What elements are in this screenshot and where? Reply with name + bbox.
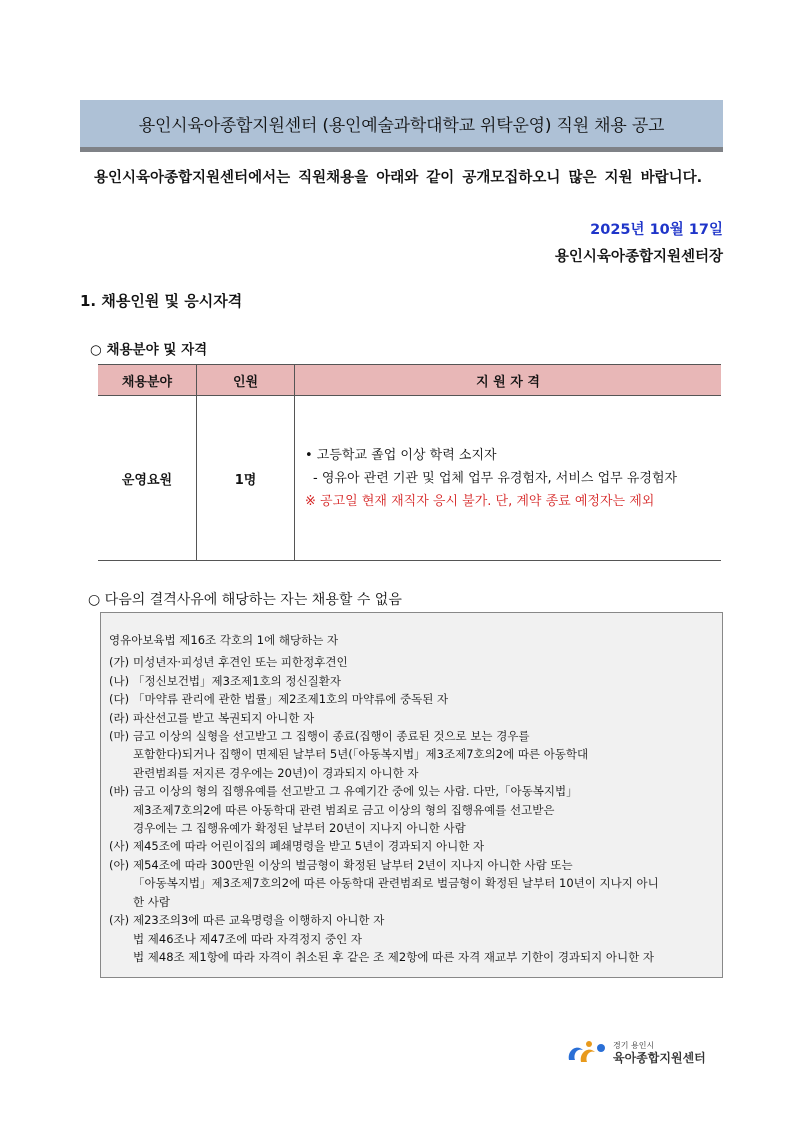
item-label: (아): [109, 857, 130, 872]
item-text: 파산선고를 받고 복권되지 아니한 자: [133, 710, 315, 725]
disqualification-item: [109, 672, 712, 690]
item-text: 「마약류 관리에 관한 법률」제2조제1호의 마약류에 중독된 자: [133, 692, 449, 707]
item-text: 포함한다)되거나 집행이 면제된 날부터 5년(「아동복지법」제3조제7호의2에 따른 아동학대: [133, 747, 589, 762]
cell-field: 운영요원: [98, 396, 197, 561]
disqualification-heading: ○ 다음의 결격사유에 해당하는 자는 채용할 수 없음: [88, 592, 402, 608]
disqualification-item: [109, 709, 712, 727]
item-label: (가): [109, 655, 130, 670]
item-text: 관련범죄를 저지른 경우에는 20년)이 경과되지 아니한 자: [133, 765, 419, 780]
item-text: 제54조에 따라 300만원 이상의 벌금형이 확정된 날부터 2년이 지나지 아니한 사람 또는: [133, 857, 573, 872]
item-text: 미성년자·피성년 후견인 또는 피한정후견인: [133, 655, 348, 670]
disqualification-item: [109, 930, 712, 948]
disqualification-list: [109, 653, 712, 966]
recruitment-table: [98, 364, 721, 561]
item-label: [109, 819, 133, 837]
item-label: [109, 893, 133, 911]
item-label: [109, 948, 133, 966]
item-text: 제3조제7호의2에 따른 아동학대 관련 범죄로 금고 이상의 형의 집행유예를 선고받은: [133, 802, 555, 817]
item-label: (나): [109, 673, 130, 688]
disqualification-item: [109, 893, 712, 911]
qual-note: ※ 공고일 현재 재직자 응시 불가. 단, 계약 종료 예정자는 제외: [305, 493, 655, 509]
cell-count: 1명: [197, 396, 295, 561]
notice-date: 2025년 10월 17일: [590, 222, 723, 238]
item-label: (사): [109, 839, 130, 854]
section-heading: 1. 채용인원 및 응시자격: [80, 292, 243, 310]
notice-title: 용인시육아종합지원센터 (용인예술과학대학교 위탁운영) 직원 채용 공고: [80, 100, 723, 152]
item-label: (자): [109, 913, 130, 928]
logo-text: 육아종합지원센터: [613, 1051, 706, 1065]
disqualification-item: [109, 874, 712, 892]
center-logo: [565, 1038, 706, 1068]
item-text: 제45조에 따라 어린이집의 폐쇄명령을 받고 5년이 경과되지 아니한 자: [133, 839, 485, 854]
item-label: [109, 874, 133, 892]
item-text: 법 제48조 제1항에 따라 자격이 취소된 후 같은 조 제2항에 따른 자격 재교부 기한이 경과되지 아니한 자: [133, 949, 655, 964]
item-label: [109, 930, 133, 948]
item-text: 금고 이상의 실형을 선고받고 그 집행이 종료(집행이 종료된 것으로 보는 경우를: [133, 729, 530, 744]
disqualification-item: [109, 948, 712, 966]
disqualification-item: [109, 745, 712, 763]
disqualification-item: [109, 690, 712, 708]
item-label: [109, 745, 133, 763]
item-label: [109, 801, 133, 819]
item-label: (바): [109, 784, 130, 799]
disqualification-item: [109, 837, 712, 855]
disqualification-item: [109, 727, 712, 745]
logo-subtext: 경기 용인시: [613, 1041, 655, 1050]
item-text: 제23조의3에 따른 교육명령을 이행하지 아니한 자: [133, 913, 385, 928]
disqualification-item: [109, 764, 712, 782]
disqualification-item: [109, 653, 712, 671]
disqualification-item: [109, 856, 712, 874]
item-text: 한 사람: [133, 894, 170, 909]
table-header-row: [98, 365, 721, 396]
item-text: 「정신보건법」제3조제1호의 정신질환자: [133, 673, 341, 688]
disqualification-item: [109, 801, 712, 819]
qual-line: • 고등학교 졸업 이상 학력 소지자: [305, 447, 497, 463]
intro-text: 용인시육아종합지원센터에서는 직원채용을 아래와 같이 공개모집하오니 많은 지원 바랍니다.: [94, 170, 703, 186]
item-text: 법 제46조나 제47조에 따라 자격정지 중인 자: [133, 931, 362, 946]
disqualification-item: [109, 911, 712, 929]
field-heading: ○ 채용분야 및 자격: [90, 342, 208, 358]
item-label: (다): [109, 692, 130, 707]
item-label: (라): [109, 710, 130, 725]
item-label: [109, 764, 133, 782]
table-row: [98, 396, 721, 561]
qual-line: - 영유아 관련 기관 및 업체 업무 유경험자, 서비스 업무 유경험자: [313, 470, 678, 486]
cell-qualification: [295, 396, 722, 561]
logo-mark-icon: [565, 1038, 609, 1068]
disqualification-item: [109, 819, 712, 837]
header-field: 채용분야: [98, 365, 197, 396]
item-text: 금고 이상의 형의 집행유예를 선고받고 그 유예기간 중에 있는 사람. 다만,「아동복지법」: [133, 784, 578, 799]
issuer: 용인시육아종합지원센터장: [554, 249, 723, 265]
disqualification-box: [100, 612, 723, 978]
item-text: 「아동복지법」제3조제7호의2에 따른 아동학대 관련범죄로 벌금형이 확정된 날부터 10년이 지나지 아니: [133, 876, 659, 891]
item-label: (마): [109, 729, 130, 744]
header-qualification: 지 원 자 격: [295, 365, 722, 396]
item-text: 경우에는 그 집행유예가 확정된 날부터 20년이 지나지 아니한 사람: [133, 821, 466, 836]
disqualification-intro: 영유아보육법 제16조 각호의 1에 해당하는 자: [109, 633, 339, 647]
header-count: 인원: [197, 365, 295, 396]
disqualification-item: [109, 782, 712, 800]
